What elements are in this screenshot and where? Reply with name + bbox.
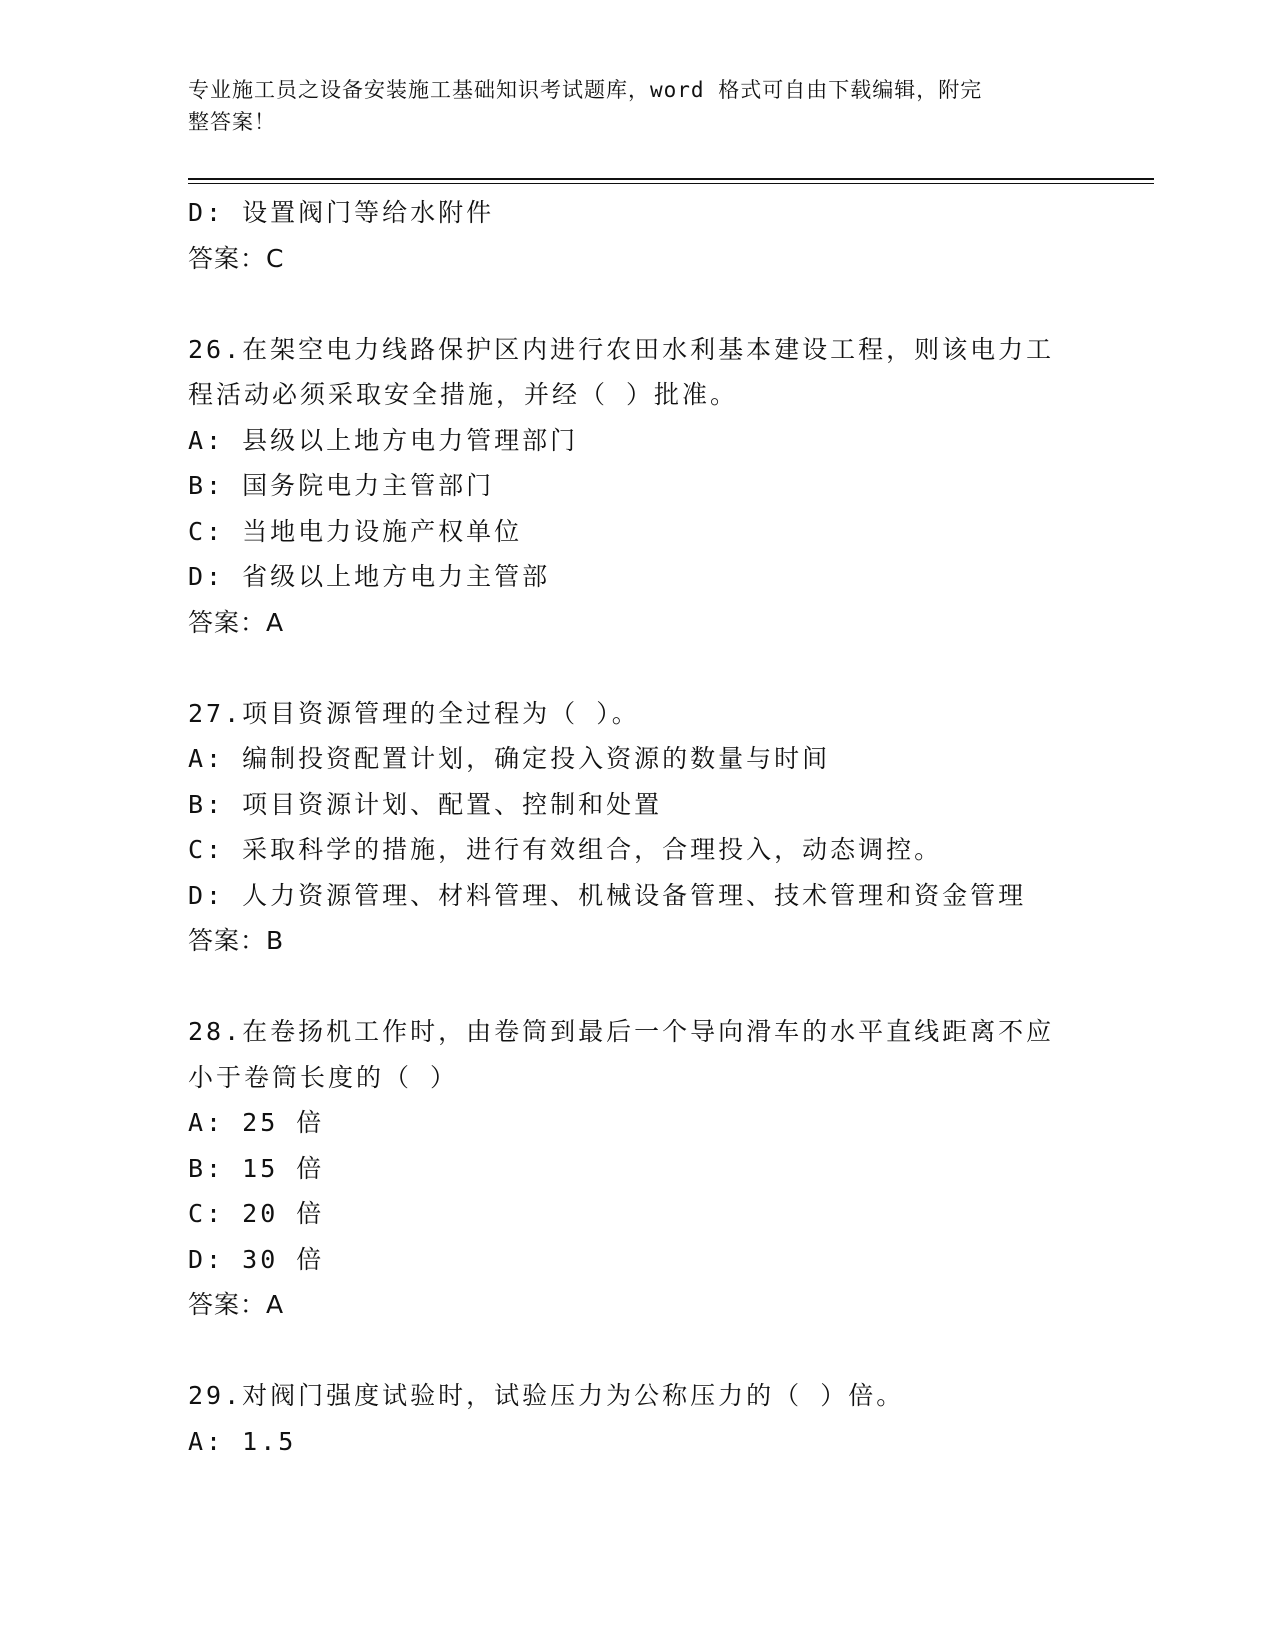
option-d: D: 设置阀门等给水附件 <box>188 198 495 227</box>
option-c: C: 采取科学的措施，进行有效组合，合理投入，动态调控。 <box>188 835 943 864</box>
question-stem-cont: 程活动必须采取安全措施，并经（ ）批准。 <box>188 380 739 409</box>
spacer <box>188 281 1088 327</box>
option-a: A: 25 倍 <box>188 1108 325 1137</box>
answer-line: 答案：B <box>188 926 285 955</box>
option-b: B: 项目资源计划、配置、控制和处置 <box>188 789 663 819</box>
question-list <box>188 190 1088 1464</box>
option-a: A: 1.5 <box>188 1426 297 1456</box>
option-a: A: 编制投资配置计划，确定投入资源的数量与时间 <box>188 744 831 773</box>
question-28 <box>188 1009 1088 1328</box>
spacer <box>188 1328 1088 1374</box>
question-stem-cont: 小于卷筒长度的（ ） <box>188 1062 459 1092</box>
spacer <box>188 645 1088 691</box>
option-c: C: 当地电力设施产权单位 <box>188 516 523 546</box>
option-a: A: 县级以上地方电力管理部门 <box>188 425 579 455</box>
header-line-1: 专业施工员之设备安装施工基础知识考试题库，word 格式可自由下载编辑，附完 <box>188 78 983 102</box>
question-stem: 27.项目资源管理的全过程为（ ）。 <box>188 698 640 728</box>
answer-line: 答案：C <box>188 243 285 273</box>
answer-line: 答案：A <box>188 1290 285 1319</box>
option-d: D: 30 倍 <box>188 1244 325 1274</box>
header-rule-thick <box>188 178 1154 180</box>
answer-line: 答案：A <box>188 607 285 637</box>
spacer <box>188 964 1088 1010</box>
previous-question-tail <box>188 190 1088 281</box>
question-stem: 28.在卷扬机工作时，由卷筒到最后一个导向滑车的水平直线距离不应 <box>188 1017 1055 1046</box>
option-d: D: 人力资源管理、材料管理、机械设备管理、技术管理和资金管理 <box>188 880 1027 910</box>
option-d: D: 省级以上地方电力主管部 <box>188 562 551 591</box>
question-29 <box>188 1373 1088 1464</box>
question-27 <box>188 691 1088 964</box>
question-stem: 26.在架空电力线路保护区内进行农田水利基本建设工程，则该电力工 <box>188 334 1055 364</box>
option-b: B: 15 倍 <box>188 1153 325 1183</box>
question-stem: 29.对阀门强度试验时，试验压力为公称压力的（ ）倍。 <box>188 1381 905 1410</box>
header-rule-thin <box>188 183 1154 184</box>
header-line-2: 整答案！ <box>188 110 276 134</box>
option-c: C: 20 倍 <box>188 1199 325 1228</box>
option-b: B: 国务院电力主管部门 <box>188 471 495 500</box>
question-26 <box>188 327 1088 646</box>
document-header <box>188 74 1068 138</box>
